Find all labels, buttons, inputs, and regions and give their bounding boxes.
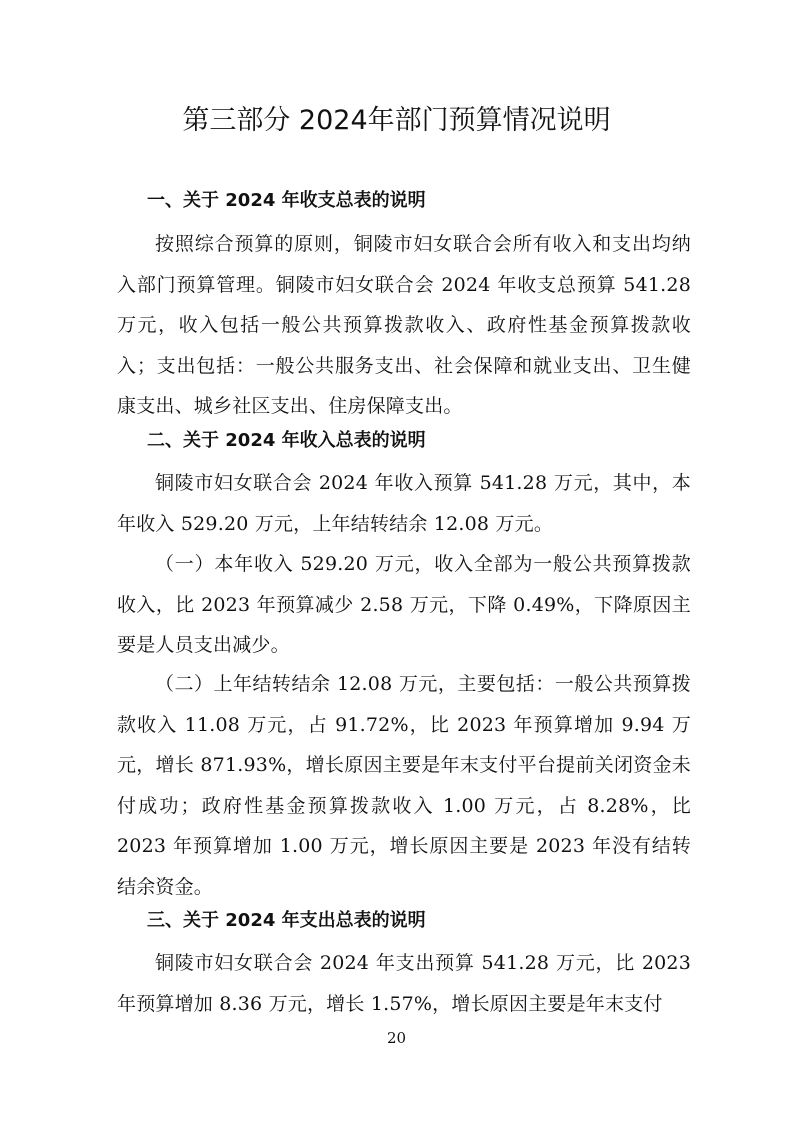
page-title: 第三部分 2024年部门预算情况说明 bbox=[182, 105, 611, 136]
page-number: 20 bbox=[386, 1029, 407, 1047]
section-2-paragraph-3: （二）上年结转结余 12.08 万元，主要包括：一般公共预算拨款收入 11.08 万元，占 91.72%，比 2023 年预算增加 9.94 万元，增长 871.93%，增长原因主要是年末支付平台提前关闭资金未付成功；政府性基金预算拨款收入 1.00 万元，占 8.28%，比 2023 年预算增加 1.00 万元，增长原因主要是 2023 年没有结转结余资金。 bbox=[117, 673, 691, 898]
section-2-paragraph-2: （一）本年收入 529.20 万元，收入全部为一般公共预算拨款收入，比 2023 年预算减少 2.58 万元，下降 0.49%，下降原因主要是人员支出减少。 bbox=[117, 553, 691, 657]
section-1-paragraph-1: 按照综合预算的原则，铜陵市妇女联合会所有收入和支出均纳入部门预算管理。铜陵市妇女联合会 2024 年收支总预算 541.28 万元，收入包括一般公共预算拨款收入、政府性基金预算拨款收入；支出包括：一般公共服务支出、社会保障和就业支出、卫生健康支出、城乡社区支出、住房保障支出。 bbox=[117, 233, 691, 418]
section-2-paragraph-1: 铜陵市妇女联合会 2024 年收入预算 541.28 万元，其中，本年收入 529.20 万元，上年结转结余 12.08 万元。 bbox=[117, 472, 691, 535]
section-3-paragraph-1: 铜陵市妇女联合会 2024 年支出预算 541.28 万元，比 2023 年预算增加 8.36 万元，增长 1.57%，增长原因主要是年末支付 bbox=[117, 952, 691, 1015]
section-heading-1: 一、关于 2024 年收支总表的说明 bbox=[147, 190, 426, 211]
section-heading-2: 二、关于 2024 年收入总表的说明 bbox=[147, 430, 426, 451]
section-heading-3: 三、关于 2024 年支出总表的说明 bbox=[147, 910, 426, 931]
